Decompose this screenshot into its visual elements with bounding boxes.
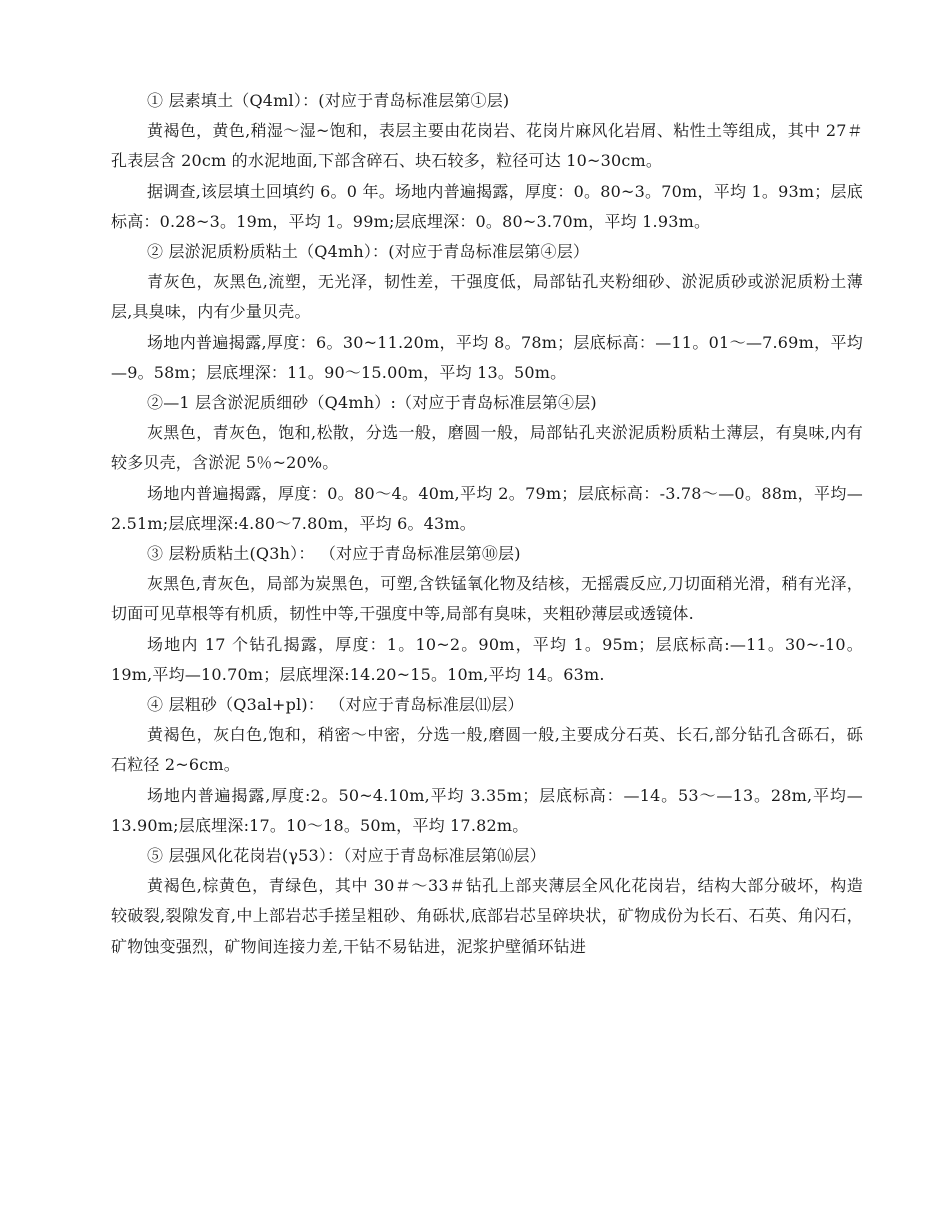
layer-2-1-distribution: 场地内普遍揭露，厚度：0。80～4。40m,平均 2。79m；层底标高：-3.78～—0。88m，平均—2.51m;层底埋深:4.80～7.80m，平均 6。43m。 — [111, 483, 863, 533]
layer-2-description: 青灰色，灰黑色,流塑，无光泽，韧性差，干强度低，局部钻孔夹粉细砂、淤泥质砂或淤泥质粉土薄层,具臭味，内有少量贝壳。 — [111, 272, 863, 322]
layer-3-heading: ③ 层粉质粘土(Q3h）： （对应于青岛标准层第⑩层) — [147, 544, 521, 564]
document-page — [111, 86, 863, 962]
layer-5-heading: ⑤ 层强风化花岗岩(γ53）：（对应于青岛标准层第⒃层） — [147, 846, 546, 866]
layer-2-heading: ② 层淤泥质粉质粘土（Q4mh）：(对应于青岛标准层第④层） — [147, 242, 590, 262]
layer-2-distribution: 场地内普遍揭露,厚度：6。30~11.20m，平均 8。78m；层底标高：—11。01～—7.69m，平均—9。58m；层底埋深：11。90～15.00m，平均 13。50m。 — [111, 332, 863, 382]
layer-2-1-description: 灰黑色，青灰色，饱和,松散，分选一般，磨圆一般，局部钻孔夹淤泥质粉质粘土薄层，有臭味,内有较多贝壳，含淤泥 5％~20%。 — [111, 423, 863, 473]
layer-1-description: 黄褐色，黄色,稍湿～湿~饱和，表层主要由花岗岩、花岗片麻风化岩屑、粘性土等组成，其中 27＃孔表层含 20cm 的水泥地面,下部含碎石、块石较多，粒径可达 10~30cm。 — [111, 121, 863, 171]
layer-3-description: 灰黑色,青灰色，局部为炭黑色，可塑,含铁锰氧化物及结核，无摇震反应,刀切面稍光滑，稍有光泽，切面可见草根等有机质，韧性中等,干强度中等,局部有臭味，夹粗砂薄层或透镜体. — [111, 574, 863, 624]
layer-3-distribution: 场地内 17 个钻孔揭露，厚度：1。10~2。90m，平均 1。95m；层底标高:—11。30~-10。19m,平均—10.70m；层底埋深:14.20~15。10m,平均 14。63m. — [111, 634, 863, 684]
layer-4-description: 黄褐色，灰白色,饱和，稍密～中密，分选一般,磨圆一般,主要成分石英、长石,部分钻孔含砾石，砾石粒径 2~6cm。 — [111, 725, 863, 775]
layer-4-distribution: 场地内普遍揭露,厚度:2。50~4.10m,平均 3.35m；层底标高：—14。53～—13。28m,平均—13.90m;层底埋深:17。10～18。50m，平均 17.82m。 — [111, 785, 863, 835]
layer-1-distribution: 据调查,该层填土回填约 6。0 年。场地内普遍揭露，厚度：0。80~3。70m，平均 1。93m；层底标高：0.28~3。19m，平均 1。99m;层底埋深：0。80~3.70m，平均 1.93m。 — [111, 181, 863, 231]
layer-2-1-heading: ②—1 层含淤泥质细砂（Q4mh）:（对应于青岛标准层第④层) — [147, 393, 597, 413]
layer-4-heading: ④ 层粗砂（Q3al+pl)： （对应于青岛标准层⑾层） — [147, 695, 524, 715]
layer-1-heading: ① 层素填土（Q4ml）：(对应于青岛标准层第①层) — [147, 91, 510, 110]
layer-5-description: 黄褐色,棕黄色，青绿色，其中 30＃～33＃钻孔上部夹薄层全风化花岗岩，结构大部分破坏，构造较破裂,裂隙发育,中上部岩芯手搓呈粗砂、角砾状,底部岩芯呈碎块状，矿物成份为长石、石英、角闪石，矿物蚀变强烈，矿物间连接力差,干钻不易钻进，泥浆护壁循环钻进 — [111, 876, 863, 956]
